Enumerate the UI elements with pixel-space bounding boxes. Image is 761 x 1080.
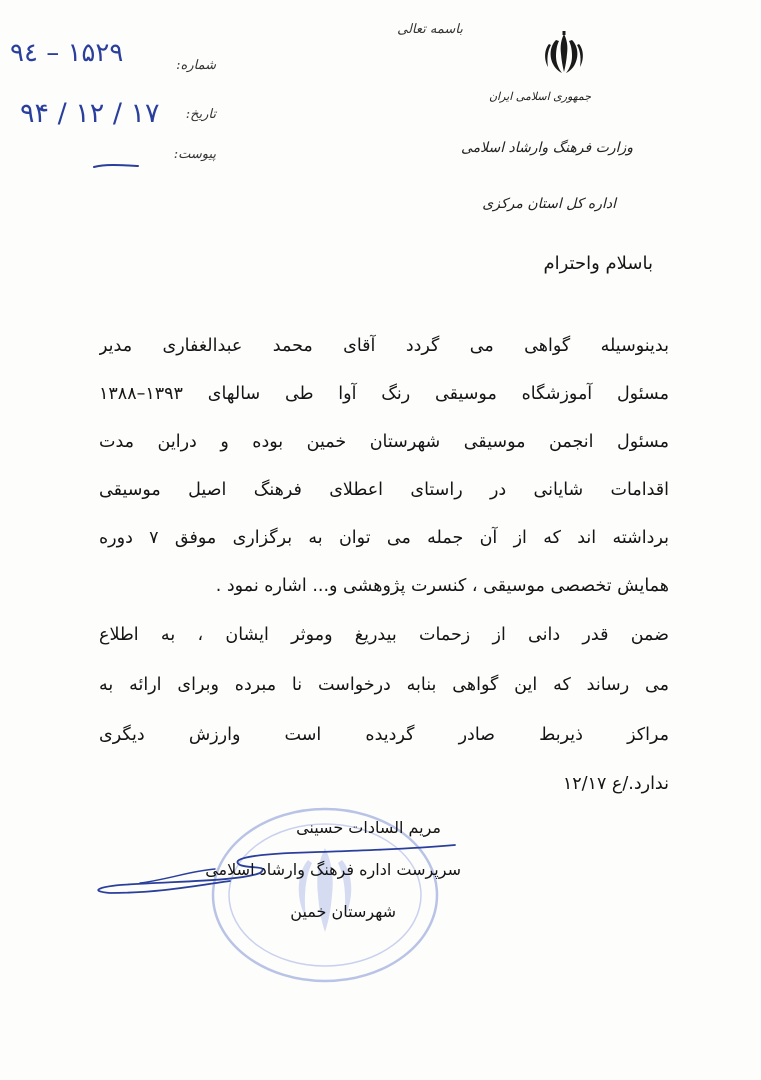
signatory-name: مریم السادات حسینی <box>296 818 441 837</box>
attachment-label: پیوست: <box>173 147 216 162</box>
body-line-10: ندارد./ع ۱۲/۱۷ <box>562 774 669 794</box>
iran-emblem-icon <box>538 30 590 78</box>
body-line-7: ضمن قدر دانی از زحمات بیدریغ وموثر ایشان ، به اطلاع <box>99 625 669 645</box>
body-line-3: مسئول انجمن موسیقی شهرستان خمین بوده و دراین مدت <box>99 432 669 452</box>
signatory-city: شهرستان خمین <box>290 902 396 921</box>
date-label: تاریخ: <box>185 107 216 122</box>
ministry-name: وزارت فرهنگ وارشاد اسلامی <box>460 140 633 156</box>
body-line-5: برداشته اند که از آن جمله می توان به برگزاری موفق ۷ دوره <box>99 528 669 548</box>
body-line-8: می رساند که این گواهی بنابه درخواست نا مبرده وبرای ارائه به <box>99 675 669 695</box>
invocation: باسمه تعالی <box>397 22 463 37</box>
attachment-pen-stroke <box>92 160 142 172</box>
letter-number-handwritten: ۹٤ – ۱۵۲۹ <box>10 38 124 68</box>
signatory-title: سرپرست اداره فرهنگ وارشاد اسلامی <box>205 860 461 879</box>
body-line-1: بدینوسیله گواهی می گردد آقای محمد عبدالغفاری مدیر <box>99 336 669 356</box>
body-line-6: همایش تخصصی موسیقی ، کنسرت پژوهشی و... اشاره نمود . <box>215 576 669 596</box>
office-name: اداره کل استان مرکزی <box>482 196 616 212</box>
body-line-4: اقدامات شایانی در راستای اعطلای فرهنگ اصیل موسیقی <box>99 480 669 500</box>
country-name: جمهوری اسلامی ایران <box>488 90 591 103</box>
body-line-9: مراکز ذیربط صادر گردیده است وارزش دیگری <box>99 725 669 745</box>
letter-date-handwritten: ۹۴ / ۱۲ / ۱۷ <box>20 98 160 129</box>
body-line-2: مسئول آموزشگاه موسیقی رنگ آوا طی سالهای ۱۳۹۳–۱۳۸۸ <box>99 384 669 404</box>
salutation: باسلام واحترام <box>543 253 653 274</box>
number-label: شماره: <box>176 58 216 73</box>
